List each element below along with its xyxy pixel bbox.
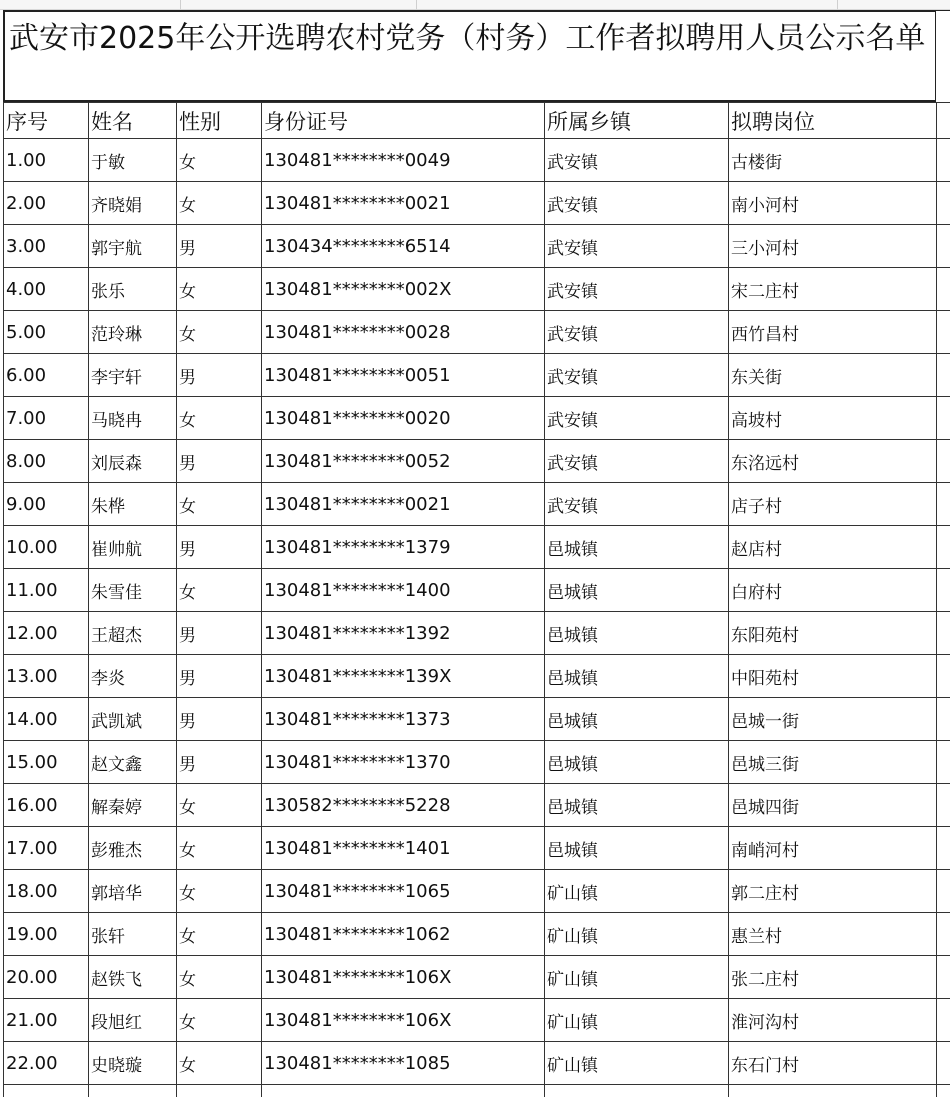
blank-cell [937, 139, 950, 182]
cell-position[interactable]: 邑城四街 [729, 784, 937, 827]
column-header-position[interactable]: 拟聘岗位 [729, 103, 937, 139]
cell-id-number[interactable]: 130481********1401 [262, 827, 545, 870]
cell-id-number[interactable]: 130481********0051 [262, 354, 545, 397]
cell-id-number[interactable]: 130582********5228 [262, 784, 545, 827]
table-row [4, 225, 950, 268]
blank-cell [4, 1085, 89, 1097]
blank-cell [937, 440, 950, 483]
blank-cell [937, 784, 950, 827]
cell-gender[interactable]: 女 [177, 139, 262, 182]
cell-name[interactable]: 段旭红 [89, 999, 177, 1042]
cell-id-number[interactable]: 130481********1373 [262, 698, 545, 741]
cell-gender[interactable]: 女 [177, 569, 262, 612]
cell-index[interactable]: 7.00 [4, 397, 89, 440]
cell-id-number[interactable]: 130481********0028 [262, 311, 545, 354]
cell-name[interactable]: 朱雪佳 [89, 569, 177, 612]
toolbar-segment [181, 0, 417, 10]
cell-township[interactable]: 矿山镇 [545, 1042, 729, 1085]
cell-index[interactable]: 12.00 [4, 612, 89, 655]
cell-township[interactable]: 矿山镇 [545, 999, 729, 1042]
cell-township[interactable]: 矿山镇 [545, 870, 729, 913]
cell-name[interactable]: 郭宇航 [89, 225, 177, 268]
table-row [4, 526, 950, 569]
cell-id-number[interactable]: 130481********002X [262, 268, 545, 311]
cell-gender[interactable]: 女 [177, 1042, 262, 1085]
table-row [4, 612, 950, 655]
table-row [4, 440, 950, 483]
cell-name[interactable]: 李炎 [89, 655, 177, 698]
cell-index[interactable]: 16.00 [4, 784, 89, 827]
cell-township[interactable]: 矿山镇 [545, 913, 729, 956]
cell-id-number[interactable]: 130481********1062 [262, 913, 545, 956]
cell-name[interactable]: 武凯斌 [89, 698, 177, 741]
cell-index[interactable]: 19.00 [4, 913, 89, 956]
cell-gender[interactable]: 男 [177, 354, 262, 397]
cell-position[interactable]: 宋二庄村 [729, 268, 937, 311]
table-row [4, 698, 950, 741]
cell-township[interactable]: 邑城镇 [545, 784, 729, 827]
cell-township[interactable]: 武安镇 [545, 483, 729, 526]
cell-position[interactable]: 东关街 [729, 354, 937, 397]
blank-cell [937, 354, 950, 397]
blank-cell [937, 268, 950, 311]
cell-position[interactable]: 南峭河村 [729, 827, 937, 870]
toolbar-segment [417, 0, 838, 10]
blank-cell [937, 1085, 950, 1097]
table-row [4, 741, 950, 784]
cell-name[interactable]: 赵铁飞 [89, 956, 177, 999]
blank-cell [937, 225, 950, 268]
cell-name[interactable]: 张乐 [89, 268, 177, 311]
blank-cell [937, 741, 950, 784]
blank-cell [177, 1085, 262, 1097]
cell-id-number[interactable]: 130481********0021 [262, 182, 545, 225]
cell-township[interactable]: 邑城镇 [545, 526, 729, 569]
cell-township[interactable]: 武安镇 [545, 354, 729, 397]
cell-index[interactable]: 3.00 [4, 225, 89, 268]
table-row [4, 870, 950, 913]
table-row [4, 182, 950, 225]
cell-gender[interactable]: 女 [177, 999, 262, 1042]
cell-name[interactable]: 崔帅航 [89, 526, 177, 569]
table-row [4, 655, 950, 698]
cell-id-number[interactable]: 130481********0020 [262, 397, 545, 440]
blank-cell [937, 827, 950, 870]
table-row [4, 311, 950, 354]
cell-position[interactable]: 张二庄村 [729, 956, 937, 999]
cell-position[interactable]: 高坡村 [729, 397, 937, 440]
cell-gender[interactable]: 男 [177, 655, 262, 698]
blank-cell [937, 311, 950, 354]
cell-gender[interactable]: 女 [177, 784, 262, 827]
blank-cell [937, 870, 950, 913]
cell-township[interactable]: 邑城镇 [545, 741, 729, 784]
cell-id-number[interactable]: 130481********0049 [262, 139, 545, 182]
cell-gender[interactable]: 男 [177, 440, 262, 483]
cell-name[interactable]: 于敏 [89, 139, 177, 182]
blank-cell [937, 999, 950, 1042]
cell-position[interactable]: 惠兰村 [729, 913, 937, 956]
table-row [4, 397, 950, 440]
cell-gender[interactable]: 男 [177, 225, 262, 268]
cell-township[interactable]: 武安镇 [545, 139, 729, 182]
blank-cell [937, 612, 950, 655]
cell-position[interactable]: 南小河村 [729, 182, 937, 225]
column-header-index[interactable]: 序号 [4, 103, 89, 139]
table-row [4, 999, 950, 1042]
cell-index[interactable]: 14.00 [4, 698, 89, 741]
cell-name[interactable]: 赵文鑫 [89, 741, 177, 784]
cell-index[interactable]: 15.00 [4, 741, 89, 784]
cell-position[interactable]: 古楼街 [729, 139, 937, 182]
cell-id-number[interactable]: 130481********106X [262, 999, 545, 1042]
toolbar-segment [0, 0, 181, 10]
cell-position[interactable]: 淮河沟村 [729, 999, 937, 1042]
cell-position[interactable]: 白府村 [729, 569, 937, 612]
cell-township[interactable]: 武安镇 [545, 268, 729, 311]
column-header-name[interactable]: 姓名 [89, 103, 177, 139]
spreadsheet [3, 10, 950, 1076]
blank-cell [937, 913, 950, 956]
cell-id-number[interactable]: 130434********6514 [262, 225, 545, 268]
table-row [4, 913, 950, 956]
top-toolbar-strip [0, 0, 950, 10]
blank-cell [937, 526, 950, 569]
blank-cell [937, 397, 950, 440]
cell-gender[interactable]: 女 [177, 397, 262, 440]
blank-cell [937, 483, 950, 526]
cell-position[interactable]: 东石门村 [729, 1042, 937, 1085]
table-row-partial [4, 1085, 950, 1097]
blank-cell [937, 103, 950, 139]
table-row [4, 956, 950, 999]
cell-id-number[interactable]: 130481********1370 [262, 741, 545, 784]
table-row [4, 483, 950, 526]
personnel-table [3, 102, 950, 1097]
cell-index[interactable]: 22.00 [4, 1042, 89, 1085]
blank-cell [937, 1042, 950, 1085]
cell-township[interactable]: 邑城镇 [545, 698, 729, 741]
cell-name[interactable]: 朱桦 [89, 483, 177, 526]
cell-township[interactable]: 武安镇 [545, 225, 729, 268]
cell-position[interactable]: 赵店村 [729, 526, 937, 569]
cell-gender[interactable]: 男 [177, 526, 262, 569]
cell-gender[interactable]: 女 [177, 182, 262, 225]
title-cell[interactable] [3, 10, 936, 102]
table-row [4, 784, 950, 827]
cell-township[interactable]: 邑城镇 [545, 569, 729, 612]
cell-position[interactable]: 郭二庄村 [729, 870, 937, 913]
blank-cell [937, 569, 950, 612]
cell-index[interactable]: 20.00 [4, 956, 89, 999]
column-header-id-number[interactable]: 身份证号 [262, 103, 545, 139]
cell-gender[interactable]: 女 [177, 827, 262, 870]
cell-name[interactable]: 齐晓娟 [89, 182, 177, 225]
cell-name[interactable]: 王超杰 [89, 612, 177, 655]
cell-position[interactable]: 店子村 [729, 483, 937, 526]
cell-name[interactable]: 解秦婷 [89, 784, 177, 827]
cell-index[interactable]: 21.00 [4, 999, 89, 1042]
cell-township[interactable]: 邑城镇 [545, 827, 729, 870]
cell-index[interactable]: 11.00 [4, 569, 89, 612]
cell-name[interactable]: 马晓冉 [89, 397, 177, 440]
cell-id-number[interactable]: 130481********106X [262, 956, 545, 999]
cell-position[interactable]: 中阳苑村 [729, 655, 937, 698]
blank-cell [729, 1085, 937, 1097]
cell-position[interactable]: 东洺远村 [729, 440, 937, 483]
table-row [4, 1042, 950, 1085]
cell-id-number[interactable]: 130481********1400 [262, 569, 545, 612]
cell-index[interactable]: 9.00 [4, 483, 89, 526]
cell-gender[interactable]: 男 [177, 741, 262, 784]
cell-gender[interactable]: 男 [177, 698, 262, 741]
column-header-township[interactable]: 所属乡镇 [545, 103, 729, 139]
cell-id-number[interactable]: 130481********0021 [262, 483, 545, 526]
cell-position[interactable]: 邑城一街 [729, 698, 937, 741]
cell-id-number[interactable]: 130481********139X [262, 655, 545, 698]
cell-name[interactable]: 范玲琳 [89, 311, 177, 354]
cell-gender[interactable]: 女 [177, 913, 262, 956]
table-row [4, 139, 950, 182]
cell-index[interactable]: 18.00 [4, 870, 89, 913]
cell-name[interactable]: 李宇轩 [89, 354, 177, 397]
cell-gender[interactable]: 女 [177, 311, 262, 354]
blank-cell [937, 182, 950, 225]
table-row [4, 354, 950, 397]
cell-name[interactable]: 刘辰森 [89, 440, 177, 483]
cell-index[interactable]: 13.00 [4, 655, 89, 698]
cell-id-number[interactable]: 130481********1065 [262, 870, 545, 913]
cell-township[interactable]: 武安镇 [545, 440, 729, 483]
cell-gender[interactable]: 男 [177, 612, 262, 655]
cell-index[interactable]: 1.00 [4, 139, 89, 182]
cell-township[interactable]: 武安镇 [545, 397, 729, 440]
cell-position[interactable]: 三小河村 [729, 225, 937, 268]
cell-name[interactable]: 史晓璇 [89, 1042, 177, 1085]
cell-township[interactable]: 矿山镇 [545, 956, 729, 999]
cell-gender[interactable]: 女 [177, 870, 262, 913]
blank-cell [262, 1085, 545, 1097]
cell-index[interactable]: 10.00 [4, 526, 89, 569]
cell-township[interactable]: 武安镇 [545, 311, 729, 354]
cell-index[interactable]: 5.00 [4, 311, 89, 354]
cell-township[interactable]: 邑城镇 [545, 655, 729, 698]
blank-cell [937, 655, 950, 698]
blank-cell [937, 956, 950, 999]
cell-id-number[interactable]: 130481********1085 [262, 1042, 545, 1085]
cell-index[interactable]: 2.00 [4, 182, 89, 225]
header-row [4, 103, 950, 139]
cell-gender[interactable]: 女 [177, 956, 262, 999]
cell-index[interactable]: 8.00 [4, 440, 89, 483]
column-header-gender[interactable]: 性别 [177, 103, 262, 139]
cell-township[interactable]: 邑城镇 [545, 612, 729, 655]
cell-id-number[interactable]: 130481********1392 [262, 612, 545, 655]
blank-cell [937, 698, 950, 741]
cell-id-number[interactable]: 130481********0052 [262, 440, 545, 483]
toolbar-segment [838, 0, 950, 10]
blank-cell [89, 1085, 177, 1097]
cell-position[interactable]: 西竹昌村 [729, 311, 937, 354]
cell-position[interactable]: 邑城三街 [729, 741, 937, 784]
cell-index[interactable]: 6.00 [4, 354, 89, 397]
cell-name[interactable]: 彭雅杰 [89, 827, 177, 870]
cell-index[interactable]: 4.00 [4, 268, 89, 311]
cell-position[interactable]: 东阳苑村 [729, 612, 937, 655]
title-tail-cell [936, 10, 950, 103]
table-row [4, 268, 950, 311]
cell-gender[interactable]: 女 [177, 483, 262, 526]
cell-name[interactable]: 郭培华 [89, 870, 177, 913]
cell-gender[interactable]: 女 [177, 268, 262, 311]
document-title: 武安市2025年公开选聘农村党务（村务）工作者拟聘用人员公示名单 [9, 21, 926, 56]
cell-name[interactable]: 张轩 [89, 913, 177, 956]
cell-id-number[interactable]: 130481********1379 [262, 526, 545, 569]
cell-index[interactable]: 17.00 [4, 827, 89, 870]
cell-township[interactable]: 武安镇 [545, 182, 729, 225]
blank-cell [545, 1085, 729, 1097]
table-row [4, 569, 950, 612]
table-row [4, 827, 950, 870]
